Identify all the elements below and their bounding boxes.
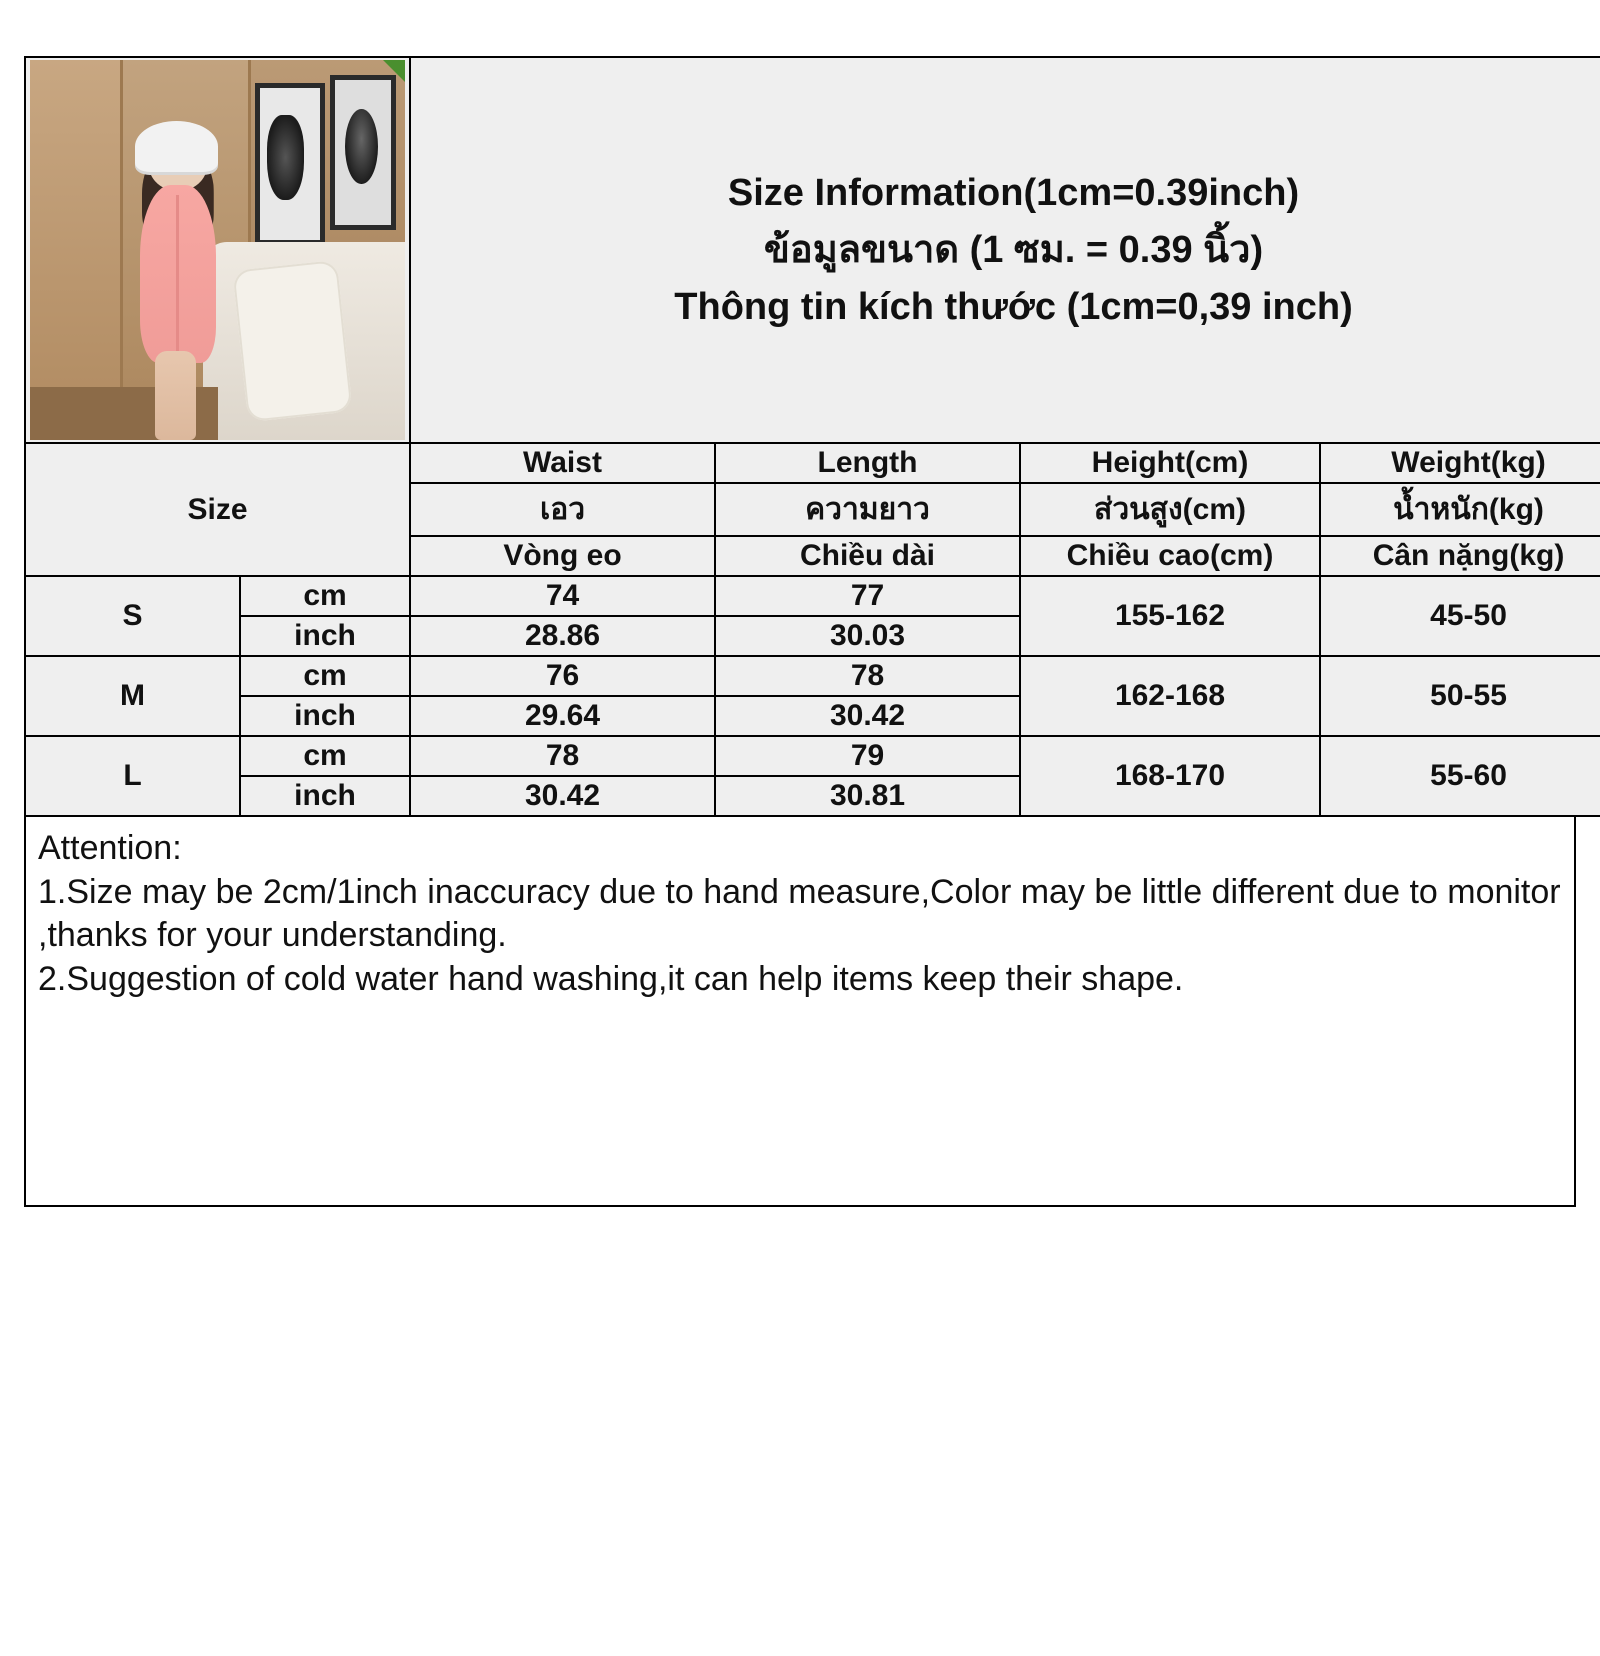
length-inch-m: 30.42: [715, 696, 1020, 736]
picture-frame-icon-right: [330, 75, 396, 229]
row-size-label-l: L: [25, 736, 240, 816]
waist-inch-l: 30.42: [410, 776, 715, 816]
column-header-height-th: ส่วนสูง(cm): [1020, 483, 1320, 536]
waist-cm-s: 74: [410, 576, 715, 616]
column-header-waist-vi: Vòng eo: [410, 536, 715, 576]
column-header-height-vi: Chiều cao(cm): [1020, 536, 1320, 576]
table-row: [25, 656, 1600, 696]
column-header-waist-th: เอว: [410, 483, 715, 536]
length-inch-s: 30.03: [715, 616, 1020, 656]
unit-inch-l: inch: [240, 776, 410, 816]
title-cell: [410, 57, 1600, 443]
height-s: 155-162: [1020, 576, 1320, 656]
column-header-length-th: ความยาว: [715, 483, 1020, 536]
waist-cm-m: 76: [410, 656, 715, 696]
waist-inch-s: 28.86: [410, 616, 715, 656]
wall-panel-left: [30, 60, 120, 440]
attention-section: [24, 817, 1576, 1207]
size-chart-sheet: [0, 56, 1600, 1656]
product-photo-cell: [25, 57, 410, 443]
hat-shape: [135, 121, 218, 172]
unit-inch-s: inch: [240, 616, 410, 656]
attention-note-2: 2.Suggestion of cold water hand washing,it can help items keep their shape.: [38, 959, 1184, 998]
picture-frame-icon-left: [255, 83, 325, 245]
column-header-length-vi: Chiều dài: [715, 536, 1020, 576]
length-cm-l: 79: [715, 736, 1020, 776]
waist-inch-m: 29.64: [410, 696, 715, 736]
waist-cm-l: 78: [410, 736, 715, 776]
unit-cm-m: cm: [240, 656, 410, 696]
unit-cm-l: cm: [240, 736, 410, 776]
column-header-height-en: Height(cm): [1020, 443, 1320, 483]
column-header-weight-vi: Cân nặng(kg): [1320, 536, 1600, 576]
legs-shape: [155, 351, 196, 440]
title-line-thai: ข้อมูลขนาด (1 ซม. = 0.39 นิ้ว): [763, 228, 1264, 271]
product-photo: [30, 60, 405, 440]
unit-inch-m: inch: [240, 696, 410, 736]
weight-m: 50-55: [1320, 656, 1600, 736]
row-size-label-s: S: [25, 576, 240, 656]
dress-shape: [140, 185, 217, 364]
title-line-vietnamese: Thông tin kích thước (1cm=0,39 inch): [674, 285, 1353, 328]
attention-note-1: 1.Size may be 2cm/1inch inaccuracy due to hand measure,Color may be little different due to monitor ,thanks for your understanding.: [38, 872, 1561, 955]
row-size-label-m: M: [25, 656, 240, 736]
height-m: 162-168: [1020, 656, 1320, 736]
cushion-shape: [232, 260, 352, 422]
column-header-row-en: [25, 443, 1600, 483]
table-row: [25, 576, 1600, 616]
title-line-english: Size Information(1cm=0.39inch): [727, 171, 1300, 214]
weight-l: 55-60: [1320, 736, 1600, 816]
size-chart-table: [24, 56, 1600, 817]
model-figure: [124, 121, 237, 440]
column-header-waist-en: Waist: [410, 443, 715, 483]
column-header-weight-th: น้ำหนัก(kg): [1320, 483, 1600, 536]
height-l: 168-170: [1020, 736, 1320, 816]
attention-heading: Attention:: [38, 829, 182, 867]
length-cm-m: 78: [715, 656, 1020, 696]
length-inch-l: 30.81: [715, 776, 1020, 816]
column-header-weight-en: Weight(kg): [1320, 443, 1600, 483]
corner-marker-icon: [383, 60, 405, 82]
length-cm-s: 77: [715, 576, 1020, 616]
weight-s: 45-50: [1320, 576, 1600, 656]
column-header-length-en: Length: [715, 443, 1020, 483]
unit-cm-s: cm: [240, 576, 410, 616]
size-column-label: Size: [25, 443, 410, 576]
header-row-photo-title: [25, 57, 1600, 443]
table-row: [25, 736, 1600, 776]
